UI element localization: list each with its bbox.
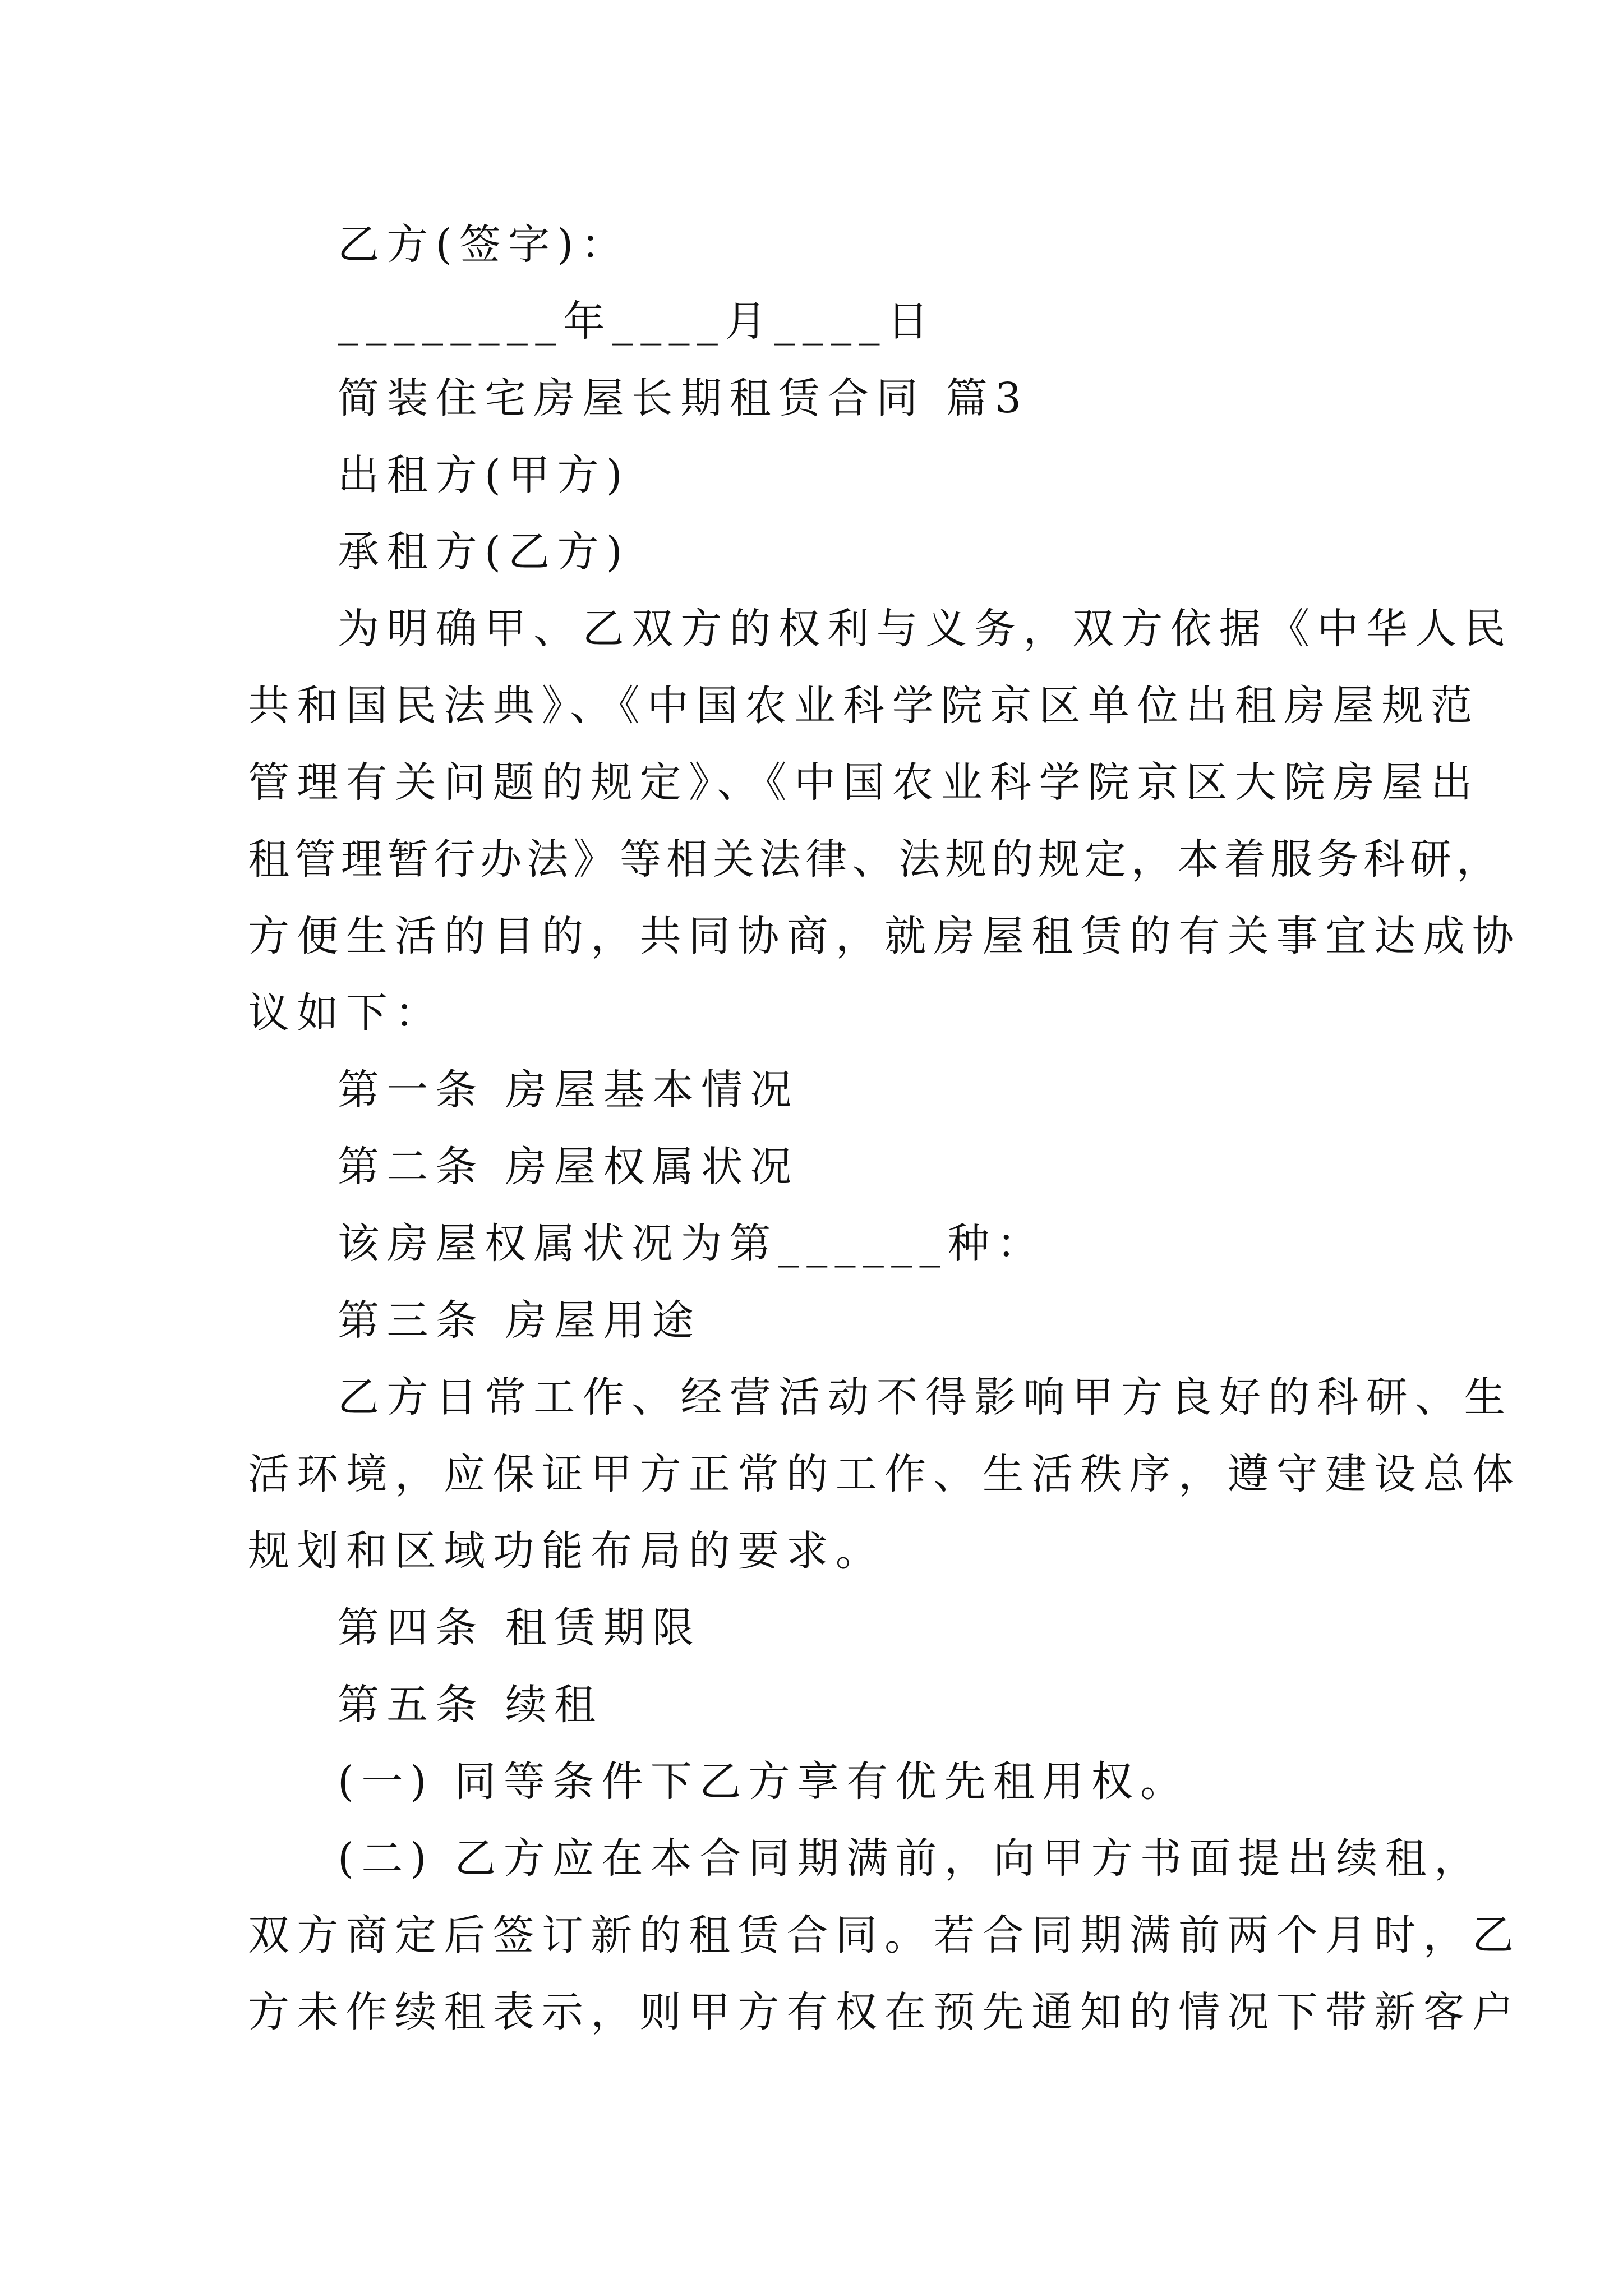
paragraph-line: 双方商定后签订新的租赁合同。若合同期满前两个月时，乙 [248, 1911, 1521, 1959]
clause-line: (二) 乙方应在本合同期满前，向甲方书面提出续租， [338, 1834, 1483, 1883]
article-heading: 第五条 续租 [338, 1681, 603, 1729]
document-body [248, 206, 1521, 2051]
lessee-label: 承租方(乙方) [338, 528, 630, 576]
article-heading: 第二条 房屋权属状况 [338, 1143, 799, 1191]
signature-line-party-b: 乙方(签字)： [338, 220, 630, 269]
article-heading: 第一条 房屋基本情况 [338, 1066, 799, 1114]
paragraph-line: 管理有关问题的规定》、《中国农业科学院京区大院房屋出 [248, 758, 1480, 807]
article-heading: 第四条 租赁期限 [338, 1604, 702, 1652]
lessor-label: 出租方(甲方) [338, 451, 630, 499]
paragraph-line: 为明确甲、乙双方的权利与义务，双方依据《中华人民 [338, 605, 1513, 653]
paragraph-line: 方便生活的目的，共同协商，就房屋租赁的有关事宜达成协 [248, 912, 1521, 960]
article-heading: 第三条 房屋用途 [338, 1296, 702, 1345]
paragraph-line: 方未作续租表示，则甲方有权在预先通知的情况下带新客户 [248, 1988, 1521, 2036]
paragraph-line: 乙方日常工作、经营活动不得影响甲方良好的科研、生 [338, 1373, 1513, 1421]
date-line: ________年____月____日 [338, 297, 937, 346]
paragraph-line: 活环境，应保证甲方正常的工作、生活秩序，遵守建设总体 [248, 1450, 1521, 1498]
paragraph-line: 共和国民法典》、《中国农业科学院京区单位出租房屋规范 [248, 682, 1480, 730]
paragraph-line: 议如下： [248, 989, 444, 1037]
section-heading: 简装住宅房屋长期租赁合同 篇3 [338, 374, 1029, 422]
ownership-status-line: 该房屋权属状况为第______种： [338, 1220, 1046, 1268]
paragraph-line: 规划和区域功能布局的要求。 [248, 1527, 885, 1575]
paragraph-line: 租管理暂行办法》等相关法律、法规的规定，本着服务科研， [248, 835, 1503, 884]
clause-line: (一) 同等条件下乙方享有优先租用权。 [338, 1757, 1189, 1806]
